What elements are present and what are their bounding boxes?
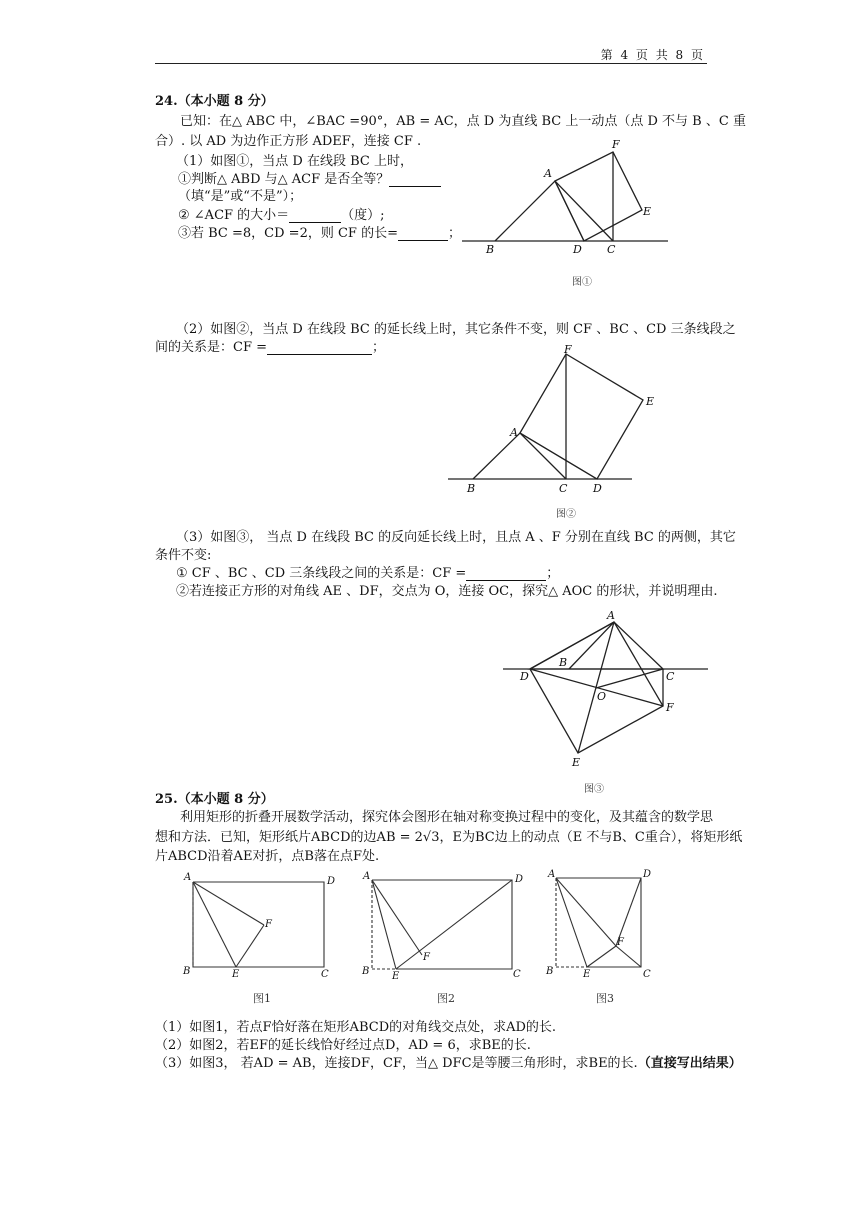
fig3-label-D: D: [520, 670, 529, 683]
fig1-label-F: F: [612, 138, 620, 151]
q24-part1-a-blank[interactable]: [389, 186, 441, 187]
q24-stem-line2: 合）. 以 AD 为边作正方形 ADEF，连接 CF .: [155, 134, 422, 149]
q25f3-label-B: B: [546, 966, 554, 977]
q24-part1-c-blank[interactable]: [398, 240, 448, 241]
q24-part1-c-text: ③若 BC =8，CD =2，则 CF 的长=: [178, 226, 398, 241]
q24-part1-intro: （1）如图①，当点 D 在线段 BC 上时，: [176, 154, 413, 169]
q24-part1-a-text: ①判断△ ABD 与△ ACF 是否全等？: [178, 172, 390, 187]
fig1-caption: 图①: [572, 277, 592, 288]
q24-part2-text: 间的关系是：CF =: [155, 340, 267, 355]
q25f2-label-A: A: [363, 871, 371, 882]
q25-fig3-caption: 图3: [596, 992, 614, 1005]
page-number-header: 第 4 页 共 8 页: [600, 48, 705, 62]
q24-part2-line1: （2）如图②，当点 D 在线段 BC 的延长线上时，其它条件不变，则 CF 、BC 、CD 三条线段之: [176, 322, 736, 337]
q25-part3-text: （3）如图3， 若AD = AB，连接DF，CF，当△ DFC是等腰三角形时，求BE的长.: [155, 1056, 638, 1071]
q25f3-label-C: C: [643, 969, 651, 980]
q25f2-label-E: E: [392, 971, 400, 982]
q24-part1-c-end: ；: [447, 226, 461, 241]
q25f2-label-B: B: [362, 966, 370, 977]
fig2-label-B: B: [467, 482, 476, 495]
q24-part3-line1: （3）如图③， 当点 D 在线段 BC 的反向延长线上时，且点 A 、F 分别在直线 BC 的两侧，其它: [176, 530, 736, 545]
q24-part3-a-text: ① CF 、BC 、CD 三条线段之间的关系是：CF =: [176, 566, 467, 581]
fig3-label-A: A: [607, 609, 615, 622]
q25-part2: （2）如图2，若EF的延长线恰好经过点D，AD = 6，求BE的长.: [155, 1038, 531, 1053]
q24-part2-line2: [155, 336, 385, 355]
fig2-label-D: D: [593, 482, 602, 495]
q24-part2-blank[interactable]: [267, 354, 372, 355]
figure-2: [440, 340, 655, 500]
q24-part1-b: [178, 204, 385, 223]
q24-part3-line2: 条件不变:: [155, 548, 212, 563]
fig3-label-B: B: [559, 656, 568, 669]
q25f1-label-E: E: [232, 969, 240, 980]
q25f1-label-B: B: [183, 966, 191, 977]
q25f1-label-A: A: [184, 872, 192, 883]
q24-part3-b: ②若连接正方形的对角线 AE 、DF，交点为 O，连接 OC，探究△ AOC 的形状，并说明理由.: [176, 584, 718, 599]
q25f1-label-F: F: [265, 919, 272, 930]
q25f2-label-D: D: [515, 874, 524, 885]
q25f1-label-D: D: [327, 876, 336, 887]
figure-1: [455, 135, 680, 260]
q24-part1-c: [178, 222, 461, 241]
fig1-label-E: E: [643, 205, 652, 218]
q25-stem-line1: 利用矩形的折叠开展数学活动，探究体会图形在轴对称变换过程中的变化，及其蕴含的数学思: [180, 810, 714, 825]
q24-part1-b-text: ② ∠ACF 的大小＝: [178, 208, 290, 223]
fig1-label-B: B: [486, 243, 495, 256]
q25-fig2-caption: 图2: [437, 992, 455, 1005]
q25-title: 25.（本小题 8 分）: [155, 792, 274, 807]
q25f2-label-C: C: [513, 969, 521, 980]
q25-stem-line2: 想和方法．已知，矩形纸片ABCD的边AB = 2√3，E为BC边上的动点（E 不与B、C重合），将矩形纸: [155, 830, 743, 845]
q24-title: 24.（本小题 8 分）: [155, 94, 274, 109]
fig2-caption: 图②: [556, 509, 576, 520]
q25-fig1-caption: 图1: [253, 992, 271, 1005]
q25f3-label-F: F: [617, 937, 624, 948]
fig2-label-F: F: [564, 343, 572, 356]
q24-part3-a: [176, 562, 559, 581]
fig1-label-C: C: [607, 243, 616, 256]
q25f3-label-A: A: [548, 869, 556, 880]
q25-part3: [155, 1052, 742, 1071]
fig2-label-E: E: [646, 395, 655, 408]
header-rule: [155, 63, 707, 64]
figure-3: [495, 605, 715, 775]
fig3-label-O: O: [597, 690, 607, 703]
fig2-label-C: C: [559, 482, 568, 495]
q24-part2-end: ；: [372, 340, 386, 355]
q25-part1: （1）如图1，若点F恰好落在矩形ABCD的对角线交点处，求AD的长.: [155, 1020, 557, 1035]
q25-stem-line3: 片ABCD沿着AE对折，点B落在点F处.: [155, 849, 380, 864]
q25-figures: [180, 868, 670, 983]
q24-part1-a-hint: （填“是”或“不是”）；: [178, 189, 303, 204]
fig2-label-A: A: [510, 426, 518, 439]
fig1-label-D: D: [573, 243, 582, 256]
q24-part3-a-end: ；: [546, 566, 560, 581]
fig3-caption: 图③: [584, 784, 604, 795]
q25f1-label-C: C: [321, 969, 329, 980]
q24-part1-b-unit: （度）;: [341, 208, 385, 223]
q25f3-label-E: E: [583, 969, 591, 980]
fig3-label-E: E: [572, 756, 581, 769]
q25f3-label-D: D: [643, 869, 652, 880]
fig3-label-F: F: [666, 701, 674, 714]
q25f2-label-F: F: [423, 952, 430, 963]
q24-stem-line1: 已知：在△ ABC 中，∠BAC =90°，AB = AC，点 D 为直线 BC 上一动点（点 D 不与 B 、C 重: [180, 114, 746, 129]
q25-part3-note: （直接写出结果）: [637, 1056, 742, 1071]
fig1-label-A: A: [544, 167, 552, 180]
fig3-label-C: C: [666, 670, 675, 683]
